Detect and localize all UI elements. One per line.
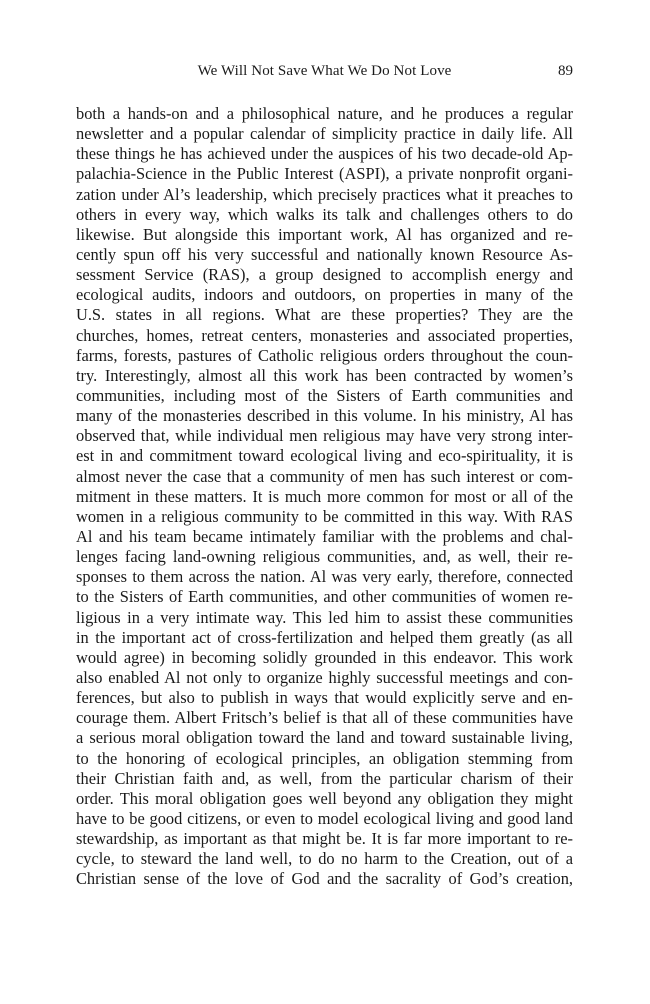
text-line: mitment in these matters. It is much more common for most or all of the bbox=[76, 486, 573, 506]
text-line: communities, including most of the Sisters of Earth communities and bbox=[76, 385, 573, 405]
text-line: in the important act of cross-fertilization and helped them greatly (as all bbox=[76, 627, 573, 647]
text-line: ecological audits, indoors and outdoors, on properties in many of the bbox=[76, 285, 573, 305]
running-head bbox=[76, 60, 573, 82]
text-line: both a hands-on and a philosophical nature, and he produces a regular bbox=[76, 104, 573, 123]
text-line: newsletter and a popular calendar of simplicity practice in daily life. All bbox=[76, 124, 573, 144]
text-line: ligious in a very intimate way. This led him to assist these communities bbox=[76, 607, 573, 627]
text-line: zation under Al’s leadership, which precisely practices what it preaches to bbox=[76, 184, 573, 204]
text-line: U.S. states in all regions. What are these properties? They are the bbox=[76, 305, 573, 325]
text-line: churches, homes, retreat centers, monasteries and associated properties, bbox=[76, 325, 573, 345]
text-line: courage them. Albert Fritsch’s belief is that all of these communities have bbox=[76, 708, 573, 728]
text-line: cently spun off his very successful and nationally known Resource As- bbox=[76, 244, 573, 264]
text-line: stewardship, as important as that might be. It is far more important to re- bbox=[76, 829, 573, 849]
text-line: sessment Service (RAS), a group designed to accomplish energy and bbox=[76, 265, 573, 285]
text-line: order. This moral obligation goes well beyond any obligation they might bbox=[76, 788, 573, 808]
text-line: palachia-Science in the Public Interest (ASPI), a private nonprofit organi- bbox=[76, 164, 573, 184]
body-paragraph bbox=[76, 104, 573, 889]
text-line: lenges facing land-owning religious communities, and, as well, their re- bbox=[76, 547, 573, 567]
text-line: their Christian faith and, as well, from the particular charism of their bbox=[76, 768, 573, 788]
text-line: these things he has achieved under the auspices of his two decade-old Ap- bbox=[76, 144, 573, 164]
text-line: cycle, to steward the land well, to do no harm to the Creation, out of a bbox=[76, 849, 573, 869]
text-line: have to be good citizens, or even to model ecological living and good land bbox=[76, 808, 573, 828]
text-line: ferences, but also to publish in ways that would explicitly serve and en- bbox=[76, 688, 573, 708]
text-line: to the honoring of ecological principles, an obligation stemming from bbox=[76, 748, 573, 768]
text-line: a serious moral obligation toward the land and toward sustainable living, bbox=[76, 728, 573, 748]
text-line: almost never the case that a community of men has such interest or com- bbox=[76, 466, 573, 486]
text-line: likewise. But alongside this important work, Al has organized and re- bbox=[76, 224, 573, 244]
text-line: others in every way, which walks its talk and challenges others to do bbox=[76, 204, 573, 224]
text-line: would agree) in becoming solidly grounded in this endeavor. This work bbox=[76, 647, 573, 667]
text-line: also enabled Al not only to organize highly successful meetings and con- bbox=[76, 667, 573, 687]
running-title: We Will Not Save What We Do Not Love bbox=[197, 63, 452, 79]
text-line: farms, forests, pastures of Catholic religious orders throughout the coun- bbox=[76, 345, 573, 365]
text-line: many of the monasteries described in this volume. In his ministry, Al has bbox=[76, 406, 573, 426]
text-line: est in and commitment toward ecological living and eco-spirituality, it is bbox=[76, 446, 573, 466]
text-line: Christian sense of the love of God and the sacrality of God’s creation, bbox=[76, 869, 573, 889]
page-number: 89 bbox=[558, 63, 573, 79]
text-line: sponses to them across the nation. Al was very early, therefore, connected bbox=[76, 567, 573, 587]
text-line: to the Sisters of Earth communities, and other communities of women re- bbox=[76, 587, 573, 607]
text-line: try. Interestingly, almost all this work has been contracted by women’s bbox=[76, 365, 573, 385]
text-line: women in a religious community to be committed in this way. With RAS bbox=[76, 506, 573, 526]
text-line: observed that, while individual men religious may have very strong inter- bbox=[76, 426, 573, 446]
text-line: Al and his team became intimately familiar with the problems and chal- bbox=[76, 526, 573, 546]
